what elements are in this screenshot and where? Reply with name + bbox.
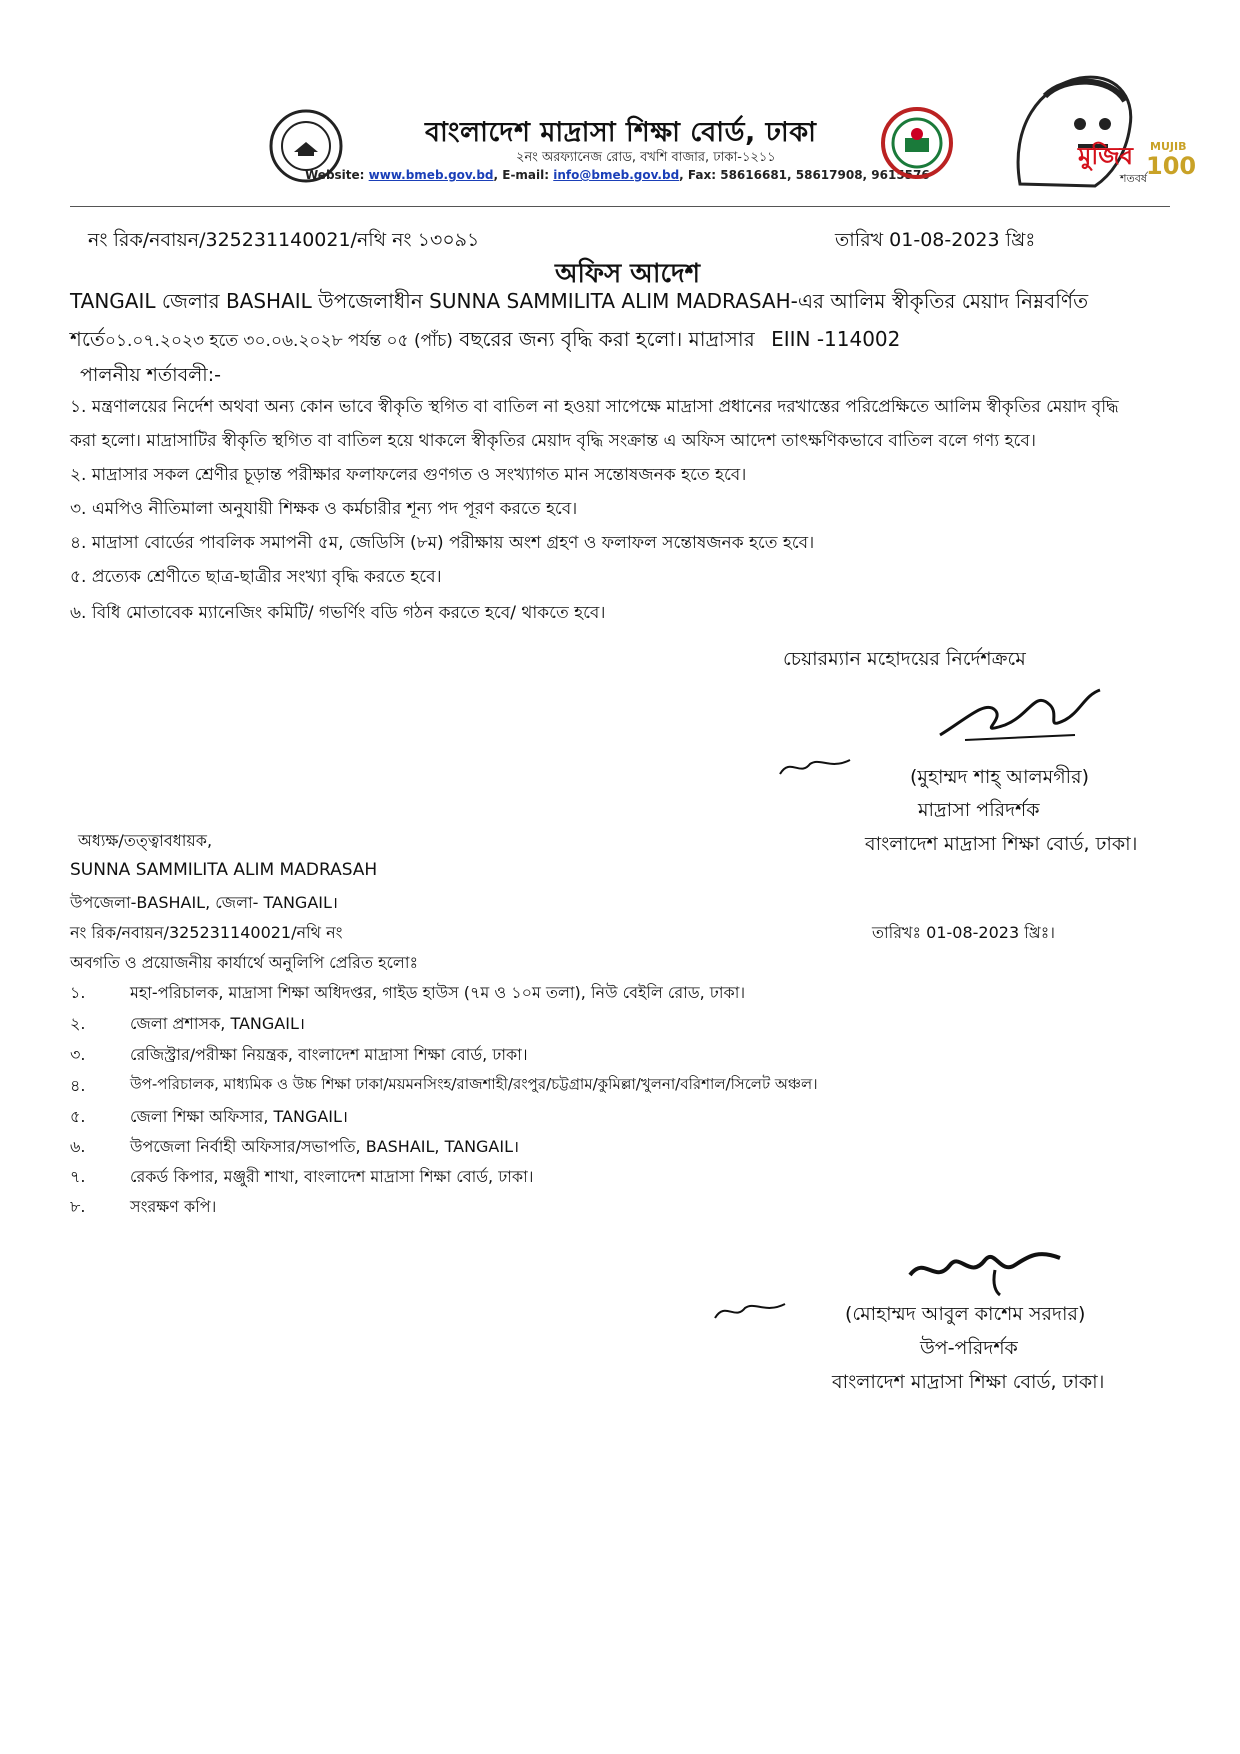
header-divider [70, 206, 1170, 207]
order-title: অফিস আদেশ [555, 259, 701, 289]
signatory-2-org: বাংলাদেশ মাদ্রাসা শিক্ষা বোর্ড, ঢাকা। [832, 1371, 1105, 1393]
seal-logo-right [880, 104, 954, 182]
body-suffix: বছরের জন্য বৃদ্ধি করা হলো। মাদ্রাসার [459, 327, 755, 351]
mujib-logo-100: 100 [1146, 152, 1197, 180]
signature-2 [900, 1230, 1070, 1300]
recipient-date: তারিখঃ 01-08-2023 খ্রিঃ। [872, 923, 1055, 942]
copy-text-1: মহা-পরিচালক, মাদ্রাসা শিক্ষা অধিদপ্তর, গাইড হাউস (৭ম ও ১০ম তলা), নিউ বেইলি রোড, ঢাকা। [130, 983, 746, 1002]
copy-text-7: রেকর্ড কিপার, মঞ্জুরী শাখা, বাংলাদেশ মাদ্রাসা শিক্ষা বোর্ড, ঢাকা। [130, 1167, 534, 1186]
initial-1 [775, 752, 855, 782]
order-by-line: চেয়ারম্যান মহোদয়ের নির্দেশক্রমে [783, 648, 1026, 670]
email-link[interactable]: info@bmeb.gov.bd [553, 168, 680, 182]
mujib-logo-en: MUJIB [1150, 140, 1187, 153]
condition-5: ৫. প্রত্যেক শ্রেণীতে ছাত্র-ছাত্রীর সংখ্যা বৃদ্ধি করতে হবে। [70, 567, 442, 587]
copy-num-2: ২. [70, 1014, 86, 1033]
copy-num-6: ৬. [70, 1137, 86, 1156]
signatory-1-title: মাদ্রাসা পরিদর্শক [918, 799, 1040, 821]
condition-6: ৬. বিধি মোতাবেক ম্যানেজিং কমিটি/ গভর্ণিং বডি গঠন করতে হবে/ থাকতে হবে। [70, 603, 606, 623]
signatory-1-org: বাংলাদেশ মাদ্রাসা শিক্ষা বোর্ড, ঢাকা। [865, 833, 1138, 855]
condition-2: ২. মাদ্রাসার সকল শ্রেণীর চূড়ান্ত পরীক্ষার ফলাফলের গুণগত ও সংখ্যাগত মান সন্তোষজনক হতে হবে। [70, 465, 747, 485]
condition-3: ৩. এমপিও নীতিমালা অনুযায়ী শিক্ষক ও কর্মচারীর শূন্য পদ পূরণ করতে হবে। [70, 499, 578, 519]
memo-number: নং রিক/নবায়ন/325231140021/নথি নং ১৩০৯১ [88, 229, 480, 251]
signatory-2-name: (মোহাম্মদ আবুল কাশেম সরদার) [845, 1303, 1086, 1325]
condition-4: ৪. মাদ্রাসা বোর্ডের পাবলিক সমাপনী ৫ম, জেডিসি (৮ম) পরীক্ষায় অংশ গ্রহণ ও ফলাফল সন্তোষজনক হতে হবে। [70, 533, 815, 553]
copy-num-3: ৩. [70, 1045, 86, 1064]
validity-period: ০১.০৭.২০২৩ হতে ৩০.০৬.২০২৮ পর্যন্ত ০৫ (পাঁচ) [104, 331, 453, 351]
copy-num-7: ৭. [70, 1167, 86, 1186]
initial-2 [710, 1296, 790, 1326]
order-body-line2 [70, 325, 900, 358]
website-label: Website: [305, 168, 365, 182]
signature-1 [935, 680, 1105, 750]
condition-1a: ১. মন্ত্রণালয়ের নির্দেশ অথবা অন্য কোন ভাবে স্বীকৃতি স্থগিত বা বাতিল না হওয়া সাপেক্ষে মাদ্রাসা প্রধানের দরখাস্তের পরিপ্রেক্ষিতে আলিম স্বীকৃতির মেয়াদ বৃদ্ধি [70, 397, 1119, 417]
board-address: ২নং অরফ্যানেজ রোড, বখশি বাজার, ঢাকা-১২১১ [516, 150, 776, 165]
conditions-title: পালনীয় শর্তাবলী:- [80, 364, 222, 386]
recipient-memo: নং রিক/নবায়ন/325231140021/নথি নং [70, 923, 343, 942]
eiin-number: EIIN -114002 [771, 327, 901, 351]
signatory-2-title: উপ-পরিদর্শক [920, 1337, 1018, 1359]
memo-date: তারিখ 01-08-2023 খ্রিঃ [835, 229, 1036, 251]
copy-num-5: ৫. [70, 1107, 86, 1126]
recipient-line3: উপজেলা-BASHAIL, জেলা- TANGAIL। [70, 893, 338, 912]
email-label: , E-mail: [493, 168, 550, 182]
recipient-line1: অধ্যক্ষ/তত্ত্বাবধায়ক, [78, 831, 213, 850]
board-name: বাংলাদেশ মাদ্রাসা শিক্ষা বোর্ড, ঢাকা [425, 117, 817, 148]
signatory-1-name: (মুহাম্মদ শাহ্ আলমগীর) [910, 766, 1089, 788]
copy-num-8: ৮. [70, 1197, 86, 1216]
fax-text: , Fax: 58616681, 58617908, 9615576 [679, 168, 930, 182]
recipient-line2: SUNNA SAMMILITA ALIM MADRASAH [70, 860, 378, 880]
copy-text-4: উপ-পরিচালক, মাধ্যমিক ও উচ্চ শিক্ষা ঢাকা/ময়মনসিংহ/রাজশাহী/রংপুর/চট্টগ্রাম/কুমিল্লা/খুলনা/বরিশাল/সিলেট অঞ্চল। [130, 1075, 818, 1093]
copy-num-1: ১. [70, 983, 86, 1002]
copy-text-2: জেলা প্রশাসক, TANGAIL। [130, 1014, 305, 1033]
website-link[interactable]: www.bmeb.gov.bd [368, 168, 494, 182]
copy-text-6: উপজেলা নির্বাহী অফিসার/সভাপতি, BASHAIL, TANGAIL। [130, 1137, 520, 1156]
copy-text-5: জেলা শিক্ষা অফিসার, TANGAIL। [130, 1107, 348, 1126]
body-prefix: শর্তে [70, 327, 105, 351]
board-contact [305, 168, 930, 182]
copy-intro: অবগতি ও প্রয়োজনীয় কার্যার্থে অনুলিপি প্রেরিত হলোঃ [70, 953, 418, 972]
condition-1b: করা হলো। মাদ্রাসাটির স্বীকৃতি স্থগিত বা বাতিল হয়ে থাকলে স্বীকৃতির মেয়াদ বৃদ্ধি সংক্রান্ত এ অফিস আদেশ তাৎক্ষণিকভাবে বাতিল বলে গণ্য হবে। [70, 431, 1036, 451]
copy-num-4: ৪. [70, 1076, 86, 1095]
copy-text-3: রেজিস্ট্রার/পরীক্ষা নিয়ন্ত্রক, বাংলাদেশ মাদ্রাসা শিক্ষা বোর্ড, ঢাকা। [130, 1045, 528, 1064]
mujib-logo-sub: শতবর্ষ [1120, 172, 1147, 185]
order-body-line1: TANGAIL জেলার BASHAIL উপজেলাধীন SUNNA SAMMILITA ALIM MADRASAH-এর আলিম স্বীকৃতির মেয়াদ নিম্নবর্ণিত [70, 289, 1089, 313]
copy-text-8: সংরক্ষণ কপি। [130, 1197, 217, 1216]
mujib-logo-text: মুজিব [1078, 142, 1134, 170]
